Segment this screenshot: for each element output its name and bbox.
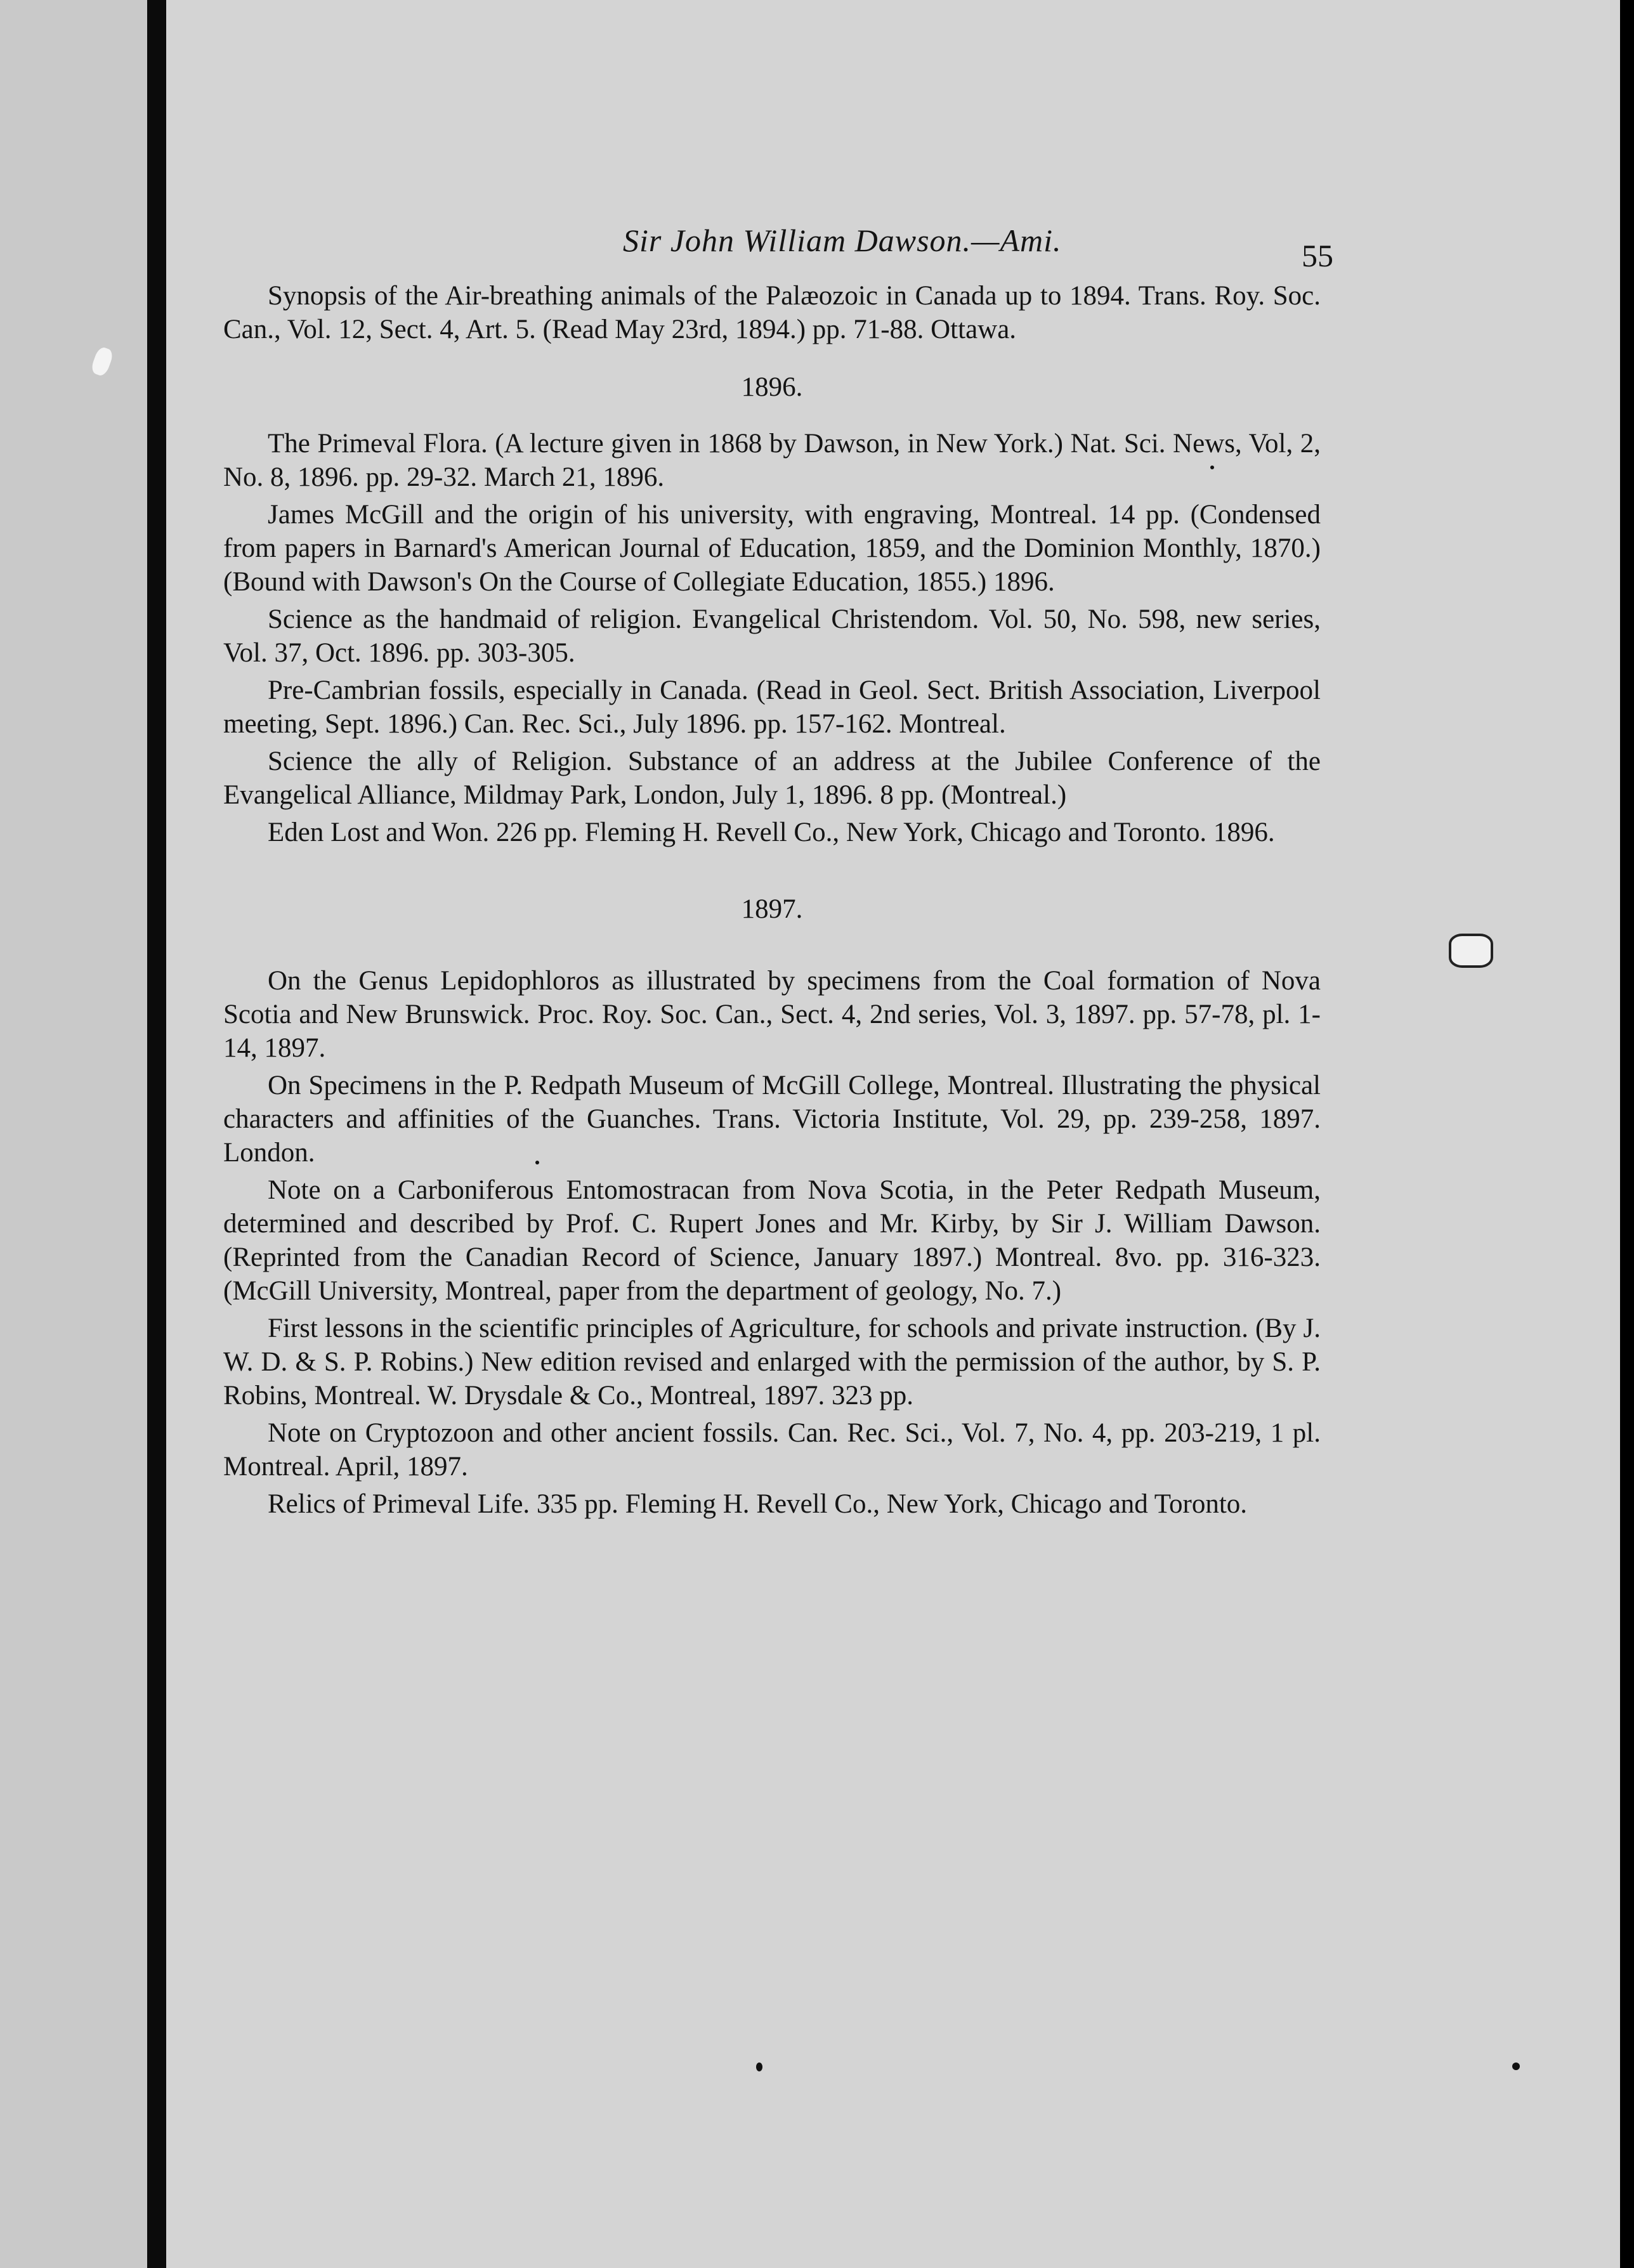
scan-blotch	[1449, 934, 1493, 968]
bibliography-entry: Science the ally of Religion. Substance of an address at the Jubilee Conference of the Evangelical Alliance, Mildmay Park, London, July 1, 1896. 8 pp. (Montreal.)	[223, 746, 1321, 810]
binding-gutter	[147, 0, 166, 2268]
year-heading-1897: 1897.	[741, 894, 803, 924]
scan-speck	[756, 2063, 762, 2071]
bibliography-entry: On Specimens in the P. Redpath Museum of McGill College, Montreal. Illustrating the physical characters and affinities of the Guanches. Trans. Victoria Institute, Vol. 29, pp. 239-258, 1897. London.	[223, 1071, 1321, 1168]
bibliography-entry: Eden Lost and Won. 226 pp. Fleming H. Revell Co., New York, Chicago and Toronto. 1896.	[268, 818, 1275, 847]
bibliography-entry: James McGill and the origin of his university, with engraving, Montreal. 14 pp. (Condensed from papers in Barnard's American Journal of Education, 1859, and the Dominion Monthly, 1870.) (Bound with Dawson's On the Course of Collegiate Education, 1855.) 1896.	[223, 500, 1321, 597]
running-title: Sir John William Dawson.—Ami.	[623, 223, 1062, 258]
bibliography-entry: On the Genus Lepidophloros as illustrated by specimens from the Coal formation of Nova Scotia and New Brunswick. Proc. Roy. Soc. Can., Sect. 4, 2nd series, Vol. 3, 1897. pp. 57-78, pl. 1-14, 1897.	[223, 966, 1321, 1063]
page-number: 55	[1302, 238, 1333, 273]
bibliography-entry: Synopsis of the Air-breathing animals of the Palæozoic in Canada up to 1894. Trans. Roy. Soc. Can., Vol. 12, Sect. 4, Art. 5. (Read May 23rd, 1894.) pp. 71-88. Ottawa.	[223, 281, 1321, 344]
bibliography-entry: Science as the handmaid of religion. Evangelical Christendom. Vol. 50, No. 598, new series, Vol. 37, Oct. 1896. pp. 303-305.	[223, 604, 1321, 668]
bibliography-entry: The Primeval Flora. (A lecture given in 1868 by Dawson, in New York.) Nat. Sci. News, Vol, 2, No. 8, 1896. pp. 29-32. March 21, 1896.	[223, 429, 1321, 492]
bibliography-entry: Pre-Cambrian fossils, especially in Canada. (Read in Geol. Sect. British Association, Liverpool meeting, Sept. 1896.) Can. Rec. Sci., July 1896. pp. 157-162. Montreal.	[223, 675, 1321, 739]
bibliography-entry: Note on Cryptozoon and other ancient fossils. Can. Rec. Sci., Vol. 7, No. 4, pp. 203-219, 1 pl. Montreal. April, 1897.	[223, 1418, 1321, 1482]
running-head	[223, 209, 1333, 279]
year-heading-1896: 1896.	[741, 372, 803, 402]
facing-page-strip	[0, 0, 147, 2268]
bibliography-entry: Note on a Carboniferous Entomostracan from Nova Scotia, in the Peter Redpath Museum, determined and described by Prof. C. Rupert Jones and Mr. Kirby, by Sir J. William Dawson. (Reprinted from the Canadian Record of Science, January 1897.) Montreal. 8vo. pp. 316-323. (McGill University, Montreal, paper from the department of geology, No. 7.)	[223, 1175, 1321, 1306]
bibliography-entry: Relics of Primeval Life. 335 pp. Fleming H. Revell Co., New York, Chicago and Toronto.	[268, 1489, 1248, 1519]
page-content	[223, 209, 1333, 1525]
bibliography-entry: First lessons in the scientific principles of Agriculture, for schools and private instruction. (By J. W. D. & S. P. Robins.) New edition revised and enlarged with the permission of the author, by S. P. Robins, Montreal. W. Drysdale & Co., Montreal, 1897. 323 pp.	[223, 1313, 1321, 1411]
scan-speck	[1512, 2063, 1520, 2070]
page-edge-shadow	[1620, 0, 1634, 2268]
